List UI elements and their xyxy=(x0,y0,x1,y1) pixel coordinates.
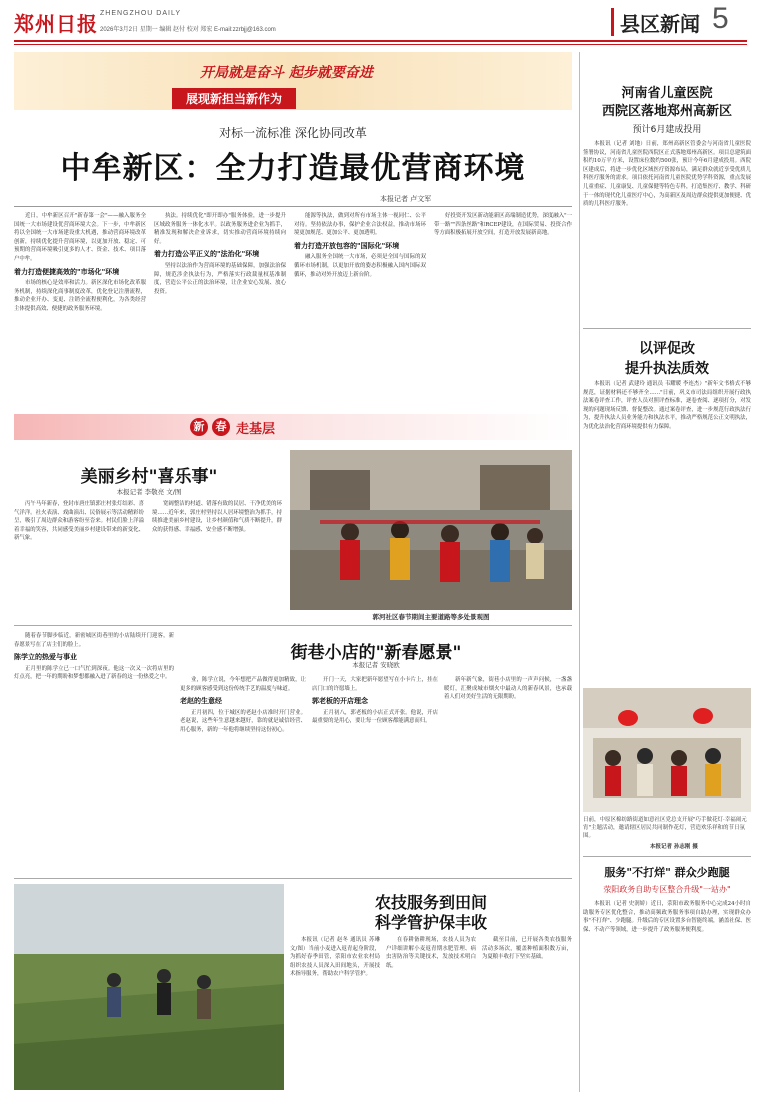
alley-paragraph: 正月初四，位于城区的老赵小店准时开门营业。老赵说，这些年生意越来越好，靠的就是诚信经营、用心服务，新的一年他将继续坚持这份初心。 xyxy=(180,709,306,733)
agri-paragraph: 在春耕备耕现场，农技人员为农户详细讲解小麦返青期水肥管理、病虫害防治等关键技术，发放技术明白纸。 xyxy=(386,937,476,969)
hospital-headline-line1: 河南省儿童医院 xyxy=(621,86,713,101)
lead-kicker: 对标一流标准 深化协同改革 xyxy=(219,126,367,140)
masthead-rule-thin xyxy=(14,44,747,45)
lead-paragraph: 能源等执法，做到对所有市场主体一视同仁、公平对待。坚持依法办事，保护企业合法权益，推动市场环境更加规范、更加公平、更加透明。 xyxy=(294,213,426,237)
lead-paragraph: 近日，中牟新区召开"新春第一会"——融入服务全国统一大市场建设优营商环境大会。下一步，中牟新区将以全国统一大市场建设重大机遇，推动营商环境改革创新，持续优化提升营商环境，以更加开放、稳定、可预期的营商环境吸引更多的人才、资金、技术、项目落户中牟。 xyxy=(14,213,146,262)
village-photo xyxy=(290,450,572,610)
spring-banner-char: 春 xyxy=(212,418,230,436)
service-body xyxy=(583,900,751,1092)
lead-headline: 中牟新区：全力打造最优营商环境 xyxy=(60,151,526,186)
village-headline: 美丽乡村"喜乐事" xyxy=(80,467,218,487)
agri-photo xyxy=(14,884,284,1090)
alley-paragraph: 业，陈学立说，今年想把产品做得更加精致，让更多的顾客感受到这份传统手艺的温度与味道。 xyxy=(180,677,306,692)
lantern-photo-caption: 日前，中原区棉纺路街道如意社区党总支开展"巧手做花灯·幸福闹元宵"主题活动，邀请辖区居民共同制作花灯，营造欢乐祥和的节日氛围。 xyxy=(583,817,747,839)
agri-headline-line1: 农技服务到田间 xyxy=(374,893,487,912)
agri-paragraph: 截至目前，已开展各类农技服务活动多场次，覆盖种植面积数万亩，为夏粮丰收打下坚实基础。 xyxy=(482,937,572,961)
hospital-subheadline: 预计6月建成投用 xyxy=(632,125,702,135)
right-rule xyxy=(583,328,751,329)
lead-paragraph: 融入服务全国统一大市场，必须是全国与国际的双循环市场机制，以更加开放的姿态积极融入国内国际双循环，推动对外开放迈上新台阶。 xyxy=(294,254,426,278)
lead-paragraph: 执法。持续优化"即开即办"服务体验，进一步提升区域政务服务一体化水平。以政务服务进企业为抓手，精准发现和解决企业诉求，切实推动营商环境持续向好。 xyxy=(154,213,286,245)
alley-column-1 xyxy=(14,632,174,872)
newspaper-logo: 郑州日报 xyxy=(14,12,98,36)
hospital-paragraph: 本报讯（记者 刘地）日前，郑州高新区管委会与河南省儿童医院签署协议，河南省儿童医院西院区正式落地郑州高新区。项目总建筑面积约10万平方米，设置床位数约500张，预计今年6月建成投用。西院区建成后，将进一步优化区域医疗资源布局，满足群众就近享受优质儿科医疗服务的需求。项目依托河南省儿童医院优势学科资源，重点发展儿童重症、儿童康复、儿童保健等特色专科，打造集医疗、教学、科研于一体的现代化儿童医疗中心，为高新区及周边群众提供更加便捷、优质的儿科医疗服务。 xyxy=(583,141,751,208)
village-paragraph: 丙午马年新春，登封市唐庄镇郭庄村张灯结彩、喜气洋洋。社火表演、戏曲演出、民俗展示等活动精彩纷呈，吸引了周边群众和游客纷至沓来。村民们脸上洋溢着幸福的笑容，共同感受美丽乡村建设带来的新变化、新气象。 xyxy=(14,501,144,542)
theme-banner-subtitle: 展现新担当新作为 xyxy=(172,88,296,109)
agri-paragraph: 本报讯（记者 赵冬 通讯员 苏琳 文/图）当前小麦进入返青起身阶段，为抓好春季田管，荥阳市农业农村局组织农技人员深入田间地头，开展技术指导服务，帮助农户科学管护。 xyxy=(290,937,380,978)
alley-paragraph: 新年新气象，街巷小店里的一声声问候，一盏盏暖灯，汇聚成城市烟火中最动人的新春风景，也承载着人们对美好生活的无限期盼。 xyxy=(444,677,572,701)
lead-subhead: 着力打造开放包容的"国际化"环境 xyxy=(294,241,400,250)
lead-rule xyxy=(14,206,572,207)
alley-paragraph: 正月初八，郭老板的小店正式开张。他说，开店最重要的是用心，要让每一位顾客都能满意而归。 xyxy=(312,709,438,725)
service-subheadline: 荥阳政务自助专区整合升级"一站办" xyxy=(603,885,731,894)
enforcement-paragraph: 本报讯（记者 武建玲 通讯员 韦耀暖 李连杰）"新年文书格式不够规范，证据材料还不够齐全……"日前，巩义市司法局组织开展行政执法案卷评查工作，评查人员对照评查标准，逐卷查阅、逐项打分，对发现的问题现场反馈、督促整改。通过案卷评查，进一步规范行政执法行为，提升执法人员业务能力和执法水平，推动严格规范公正文明执法，为优化法治化营商环境提供有力保障。 xyxy=(583,381,751,430)
masthead-rule xyxy=(14,40,747,42)
alley-subhead: 老赵的生意经 xyxy=(180,697,222,706)
lead-column-1 xyxy=(14,212,146,410)
village-byline: 本报记者 李敬亮 文/图 xyxy=(116,488,182,496)
right-rule xyxy=(583,856,751,857)
lead-column-3 xyxy=(294,212,426,410)
village-photo-caption: 郭河社区春节期间主要道路等多处景观图 xyxy=(372,613,490,621)
agri-rule xyxy=(14,878,572,879)
spring-banner-char: 新 xyxy=(190,418,208,436)
lead-column-2 xyxy=(154,212,286,410)
lead-subhead: 着力打造公平正义的"法治化"环境 xyxy=(154,250,260,259)
newspaper-english-name: ZHENGZHOU DAILY xyxy=(100,10,181,17)
agri-column-1 xyxy=(290,936,380,1092)
enforcement-headline-line2: 提升执法质效 xyxy=(625,361,709,377)
alley-paragraph: 正月里的陈学立已一口气忙到深夜。他这一次又一次将店里的灯点亮，把一年的期盼和梦想都融入进了新春的这一份热爱之中。 xyxy=(14,665,174,681)
lead-column-4 xyxy=(434,212,572,410)
lead-paragraph: 坚持以法治作为营商环境的基础保障，加强法治保障，规范涉企执法行为，严格落实行政裁量权基准制度，营造公平公正的法治环境，让企业安心发展、放心投资。 xyxy=(154,262,286,295)
village-column-2 xyxy=(152,500,282,618)
alley-column-2 xyxy=(180,676,306,872)
hospital-headline-line2: 西院区落地郑州高新区 xyxy=(601,104,732,119)
lantern-photo xyxy=(583,688,751,812)
alley-headline: 街巷小店的"新春愿景" xyxy=(290,643,462,663)
lantern-photo-byline: 本报记者 孙志刚 摄 xyxy=(650,844,698,850)
alley-subhead: 郭老板的开店理念 xyxy=(312,697,368,706)
alley-paragraph: 随着春节脚步临近，新密城区街巷里的小店陆续开门迎客，新春愿景写在了店主们的脸上。 xyxy=(14,633,174,648)
alley-rule xyxy=(14,625,572,626)
village-column-1 xyxy=(14,500,144,618)
alley-paragraph: 开门一天，大家把新年愿望写在小卡片上，挂在店门口的许愿墙上。 xyxy=(312,677,438,692)
agri-column-3 xyxy=(482,936,572,1092)
lead-paragraph: 好投资开发区新动能新区高端制造优势，深度融入"一带一路""四条丝路"和RCEP建设，在国际贸易、投资合作等方面积极拓展开放空间，打造开放发展新高地。 xyxy=(434,213,572,237)
spring-banner xyxy=(14,414,572,440)
enforcement-body xyxy=(583,380,751,680)
alley-column-3 xyxy=(312,676,438,872)
spring-banner-text: 走基层 xyxy=(236,422,276,437)
alley-byline: 本报记者 安晓欧 xyxy=(352,661,400,669)
alley-column-4 xyxy=(444,676,572,872)
lead-byline: 本报记者 卢文军 xyxy=(380,195,432,203)
agri-column-2 xyxy=(386,936,476,1092)
section-name: 县区新闻 xyxy=(620,12,700,36)
lead-paragraph: 市场的核心是效率和活力。新区深化市场化改革服务机制，持续深化商事制度改革，优化登记注册流程，推动企业开办、变更、注销全流程便利化，为各类经营主体提供高效、便捷的政务服务环境。 xyxy=(14,280,146,312)
village-paragraph: 宽阔整洁的村道、错落有致的民居、干净优美的环境……近年来，郭庄村坚持以人居环境整治为抓手，持续推进美丽乡村建设，让乡村颜值和气质不断提升，群众的获得感、幸福感、安全感不断增强。 xyxy=(152,501,282,533)
service-paragraph: 本报讯（记者 史润娇）近日，荥阳市政务服务中心完成24小时自助服务专区优化整合，推动高频政务服务事项自助办理，实现群众办事"不打烊"、少跑腿。升级后的专区设置多台智能终端，涵盖社保、医保、不动产等领域，进一步提升了政务服务便利度。 xyxy=(583,901,751,933)
agri-headline-line2: 科学管护保丰收 xyxy=(374,913,487,932)
service-headline: 服务"不打烊" 群众少跑腿 xyxy=(604,866,730,879)
enforcement-headline-line1: 以评促改 xyxy=(639,341,695,357)
alley-subhead: 陈学立的热爱与事业 xyxy=(14,653,77,662)
theme-banner-slogan: 开局就是奋斗 起步就要奋进 xyxy=(200,65,373,81)
right-column-divider xyxy=(579,52,580,1092)
masthead xyxy=(0,0,761,52)
page-number: 5 xyxy=(712,2,729,35)
section-bar xyxy=(611,8,614,36)
lead-subhead: 着力打造便捷高效的"市场化"环境 xyxy=(14,267,120,276)
hospital-body xyxy=(583,140,751,320)
issue-info: 2026年3月2日 星期一 编辑 赵付 校对 郑宏 E-mail:zzrbjj@163.com xyxy=(100,27,276,33)
